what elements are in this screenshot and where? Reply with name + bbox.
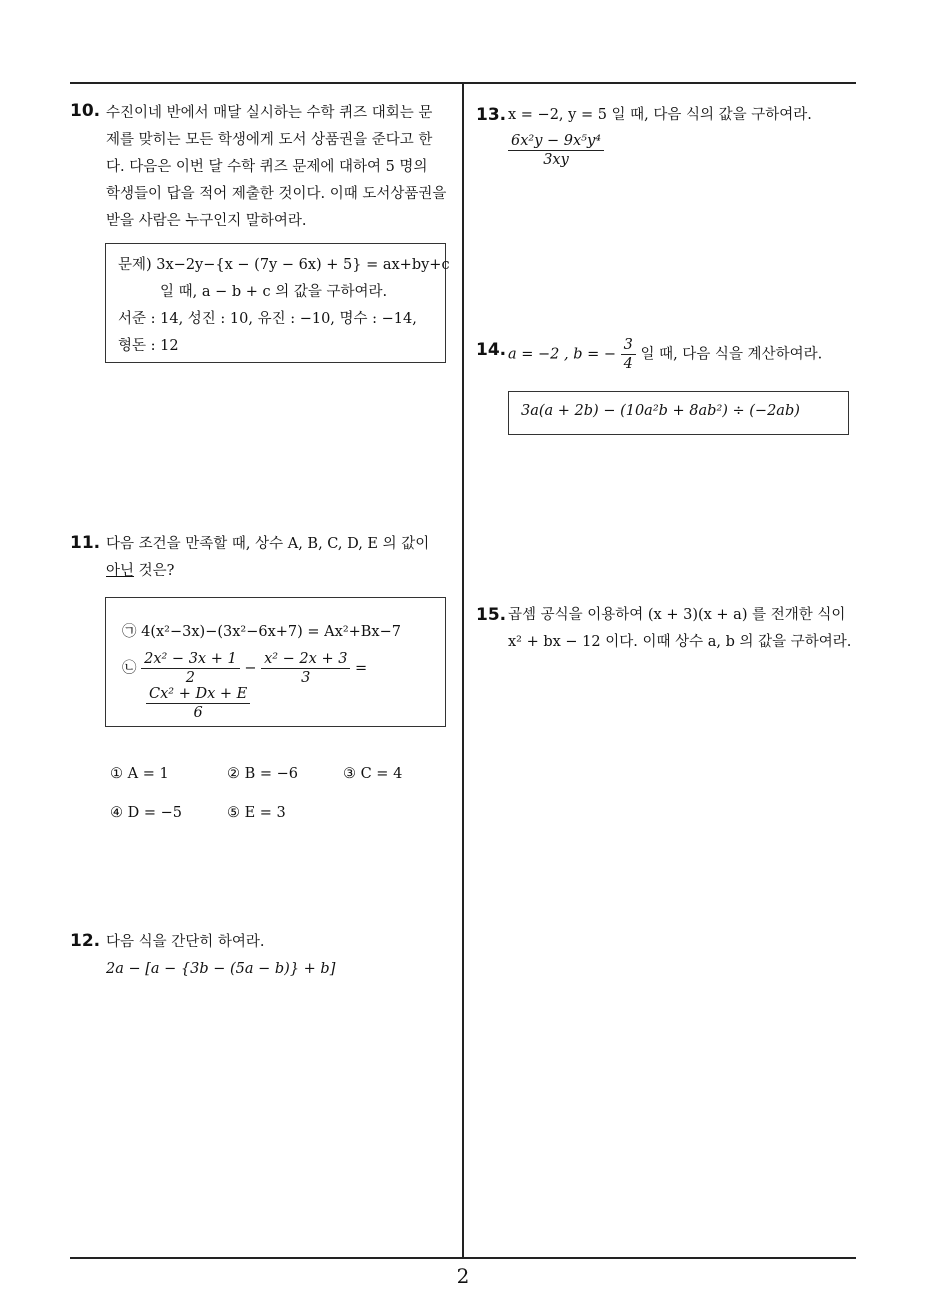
problem-text-line: 다음 식을 간단히 하여라. xyxy=(106,934,265,950)
problem-text: 일 때, 다음 식을 계산하여라. xyxy=(640,346,823,363)
fraction: $\frac{\text{6x²y − 9x⁵y⁴}}{3xy}$ xyxy=(508,132,604,169)
problem-number: 10. xyxy=(70,101,101,121)
problem-number: 12. xyxy=(70,931,101,951)
expression: 3a(a + 2b) − (10a²b + 8ab²) ÷ (−2ab) xyxy=(521,403,800,419)
fraction: $\frac{3}{4}$ xyxy=(621,336,636,373)
problem-number: 11. xyxy=(70,533,101,553)
condition-mark: ㉡ xyxy=(122,660,137,677)
problem-number: 13. xyxy=(476,105,507,125)
problem-text-line: 제를 맞히는 모든 학생에게 도서 상품권을 준다고 한 xyxy=(106,132,433,148)
expression: 2a − [a − {3b − (5a − b)} + b] xyxy=(106,961,336,977)
problem-text-line xyxy=(508,336,822,373)
condition-1: ㉠ 4(x²−3x)−(3x²−6x+7) = Ax²+Bx−7 xyxy=(122,624,401,640)
fraction: $\frac{\text{x² − 2x + 3}}{3}$ xyxy=(261,650,350,687)
condition-2-continued xyxy=(146,685,250,722)
expression-box xyxy=(508,391,849,435)
operator: = xyxy=(355,660,368,677)
problem-text-line: x = −2, y = 5 일 때, 다음 식의 값을 구하여라. xyxy=(508,107,812,123)
fraction: $\frac{\text{2x² − 3x + 1}}{2}$ xyxy=(141,650,240,687)
operator: − xyxy=(244,660,257,677)
box-line: 형돈 : 12 xyxy=(118,338,179,354)
problem-number: 14. xyxy=(476,340,507,360)
box-line: 일 때, a − b + c 의 값을 구하여라. xyxy=(160,284,388,300)
choice-3[interactable]: ③ C = 4 xyxy=(343,766,403,782)
underlined-text: 아닌 xyxy=(106,563,135,579)
choice-4[interactable]: ④ D = −5 xyxy=(110,805,182,821)
column-divider xyxy=(462,82,464,1258)
expression xyxy=(508,132,604,169)
condition-2 xyxy=(122,650,367,687)
choice-1[interactable]: ① A = 1 xyxy=(110,766,169,782)
fraction: $\frac{\text{Cx² + Dx + E}}{6}$ xyxy=(146,685,250,722)
problem-text: a = −2 , b = − xyxy=(508,346,617,363)
condition-box xyxy=(105,597,446,727)
box-line: 문제) 3x−2y−{x − (7y − 6x) + 5} = ax+by+c xyxy=(118,257,450,273)
choice-5[interactable]: ⑤ E = 3 xyxy=(227,805,286,821)
box-line: 서준 : 14, 성진 : 10, 유진 : −10, 명수 : −14, xyxy=(118,311,417,327)
problem-text-line: 받을 사람은 누구인지 말하여라. xyxy=(106,213,307,229)
bottom-rule xyxy=(70,1257,856,1259)
problem-text-line: 다음 조건을 만족할 때, 상수 A, B, C, D, E 의 값이 xyxy=(106,536,430,552)
choice-2[interactable]: ② B = −6 xyxy=(227,766,299,782)
page-number: 2 xyxy=(456,1264,470,1288)
problem-number: 15. xyxy=(476,605,507,625)
problem-text: 것은? xyxy=(134,563,175,579)
problem-text-line: 학생들이 답을 적어 제출한 것이다. 이때 도서상품권을 xyxy=(106,186,447,202)
problem-text-line: x² + bx − 12 이다. 이때 상수 a, b 의 값을 구하여라. xyxy=(508,634,852,650)
problem-text-line: 수진이네 반에서 매달 실시하는 수학 퀴즈 대회는 문 xyxy=(106,105,433,121)
problem-text-line: 다. 다음은 이번 달 수학 퀴즈 문제에 대하여 5 명의 xyxy=(106,159,428,175)
answer-box xyxy=(105,243,450,363)
problem-text-line: 곱셈 공식을 이용하여 (x + 3)(x + a) 를 전개한 식이 xyxy=(508,607,846,623)
